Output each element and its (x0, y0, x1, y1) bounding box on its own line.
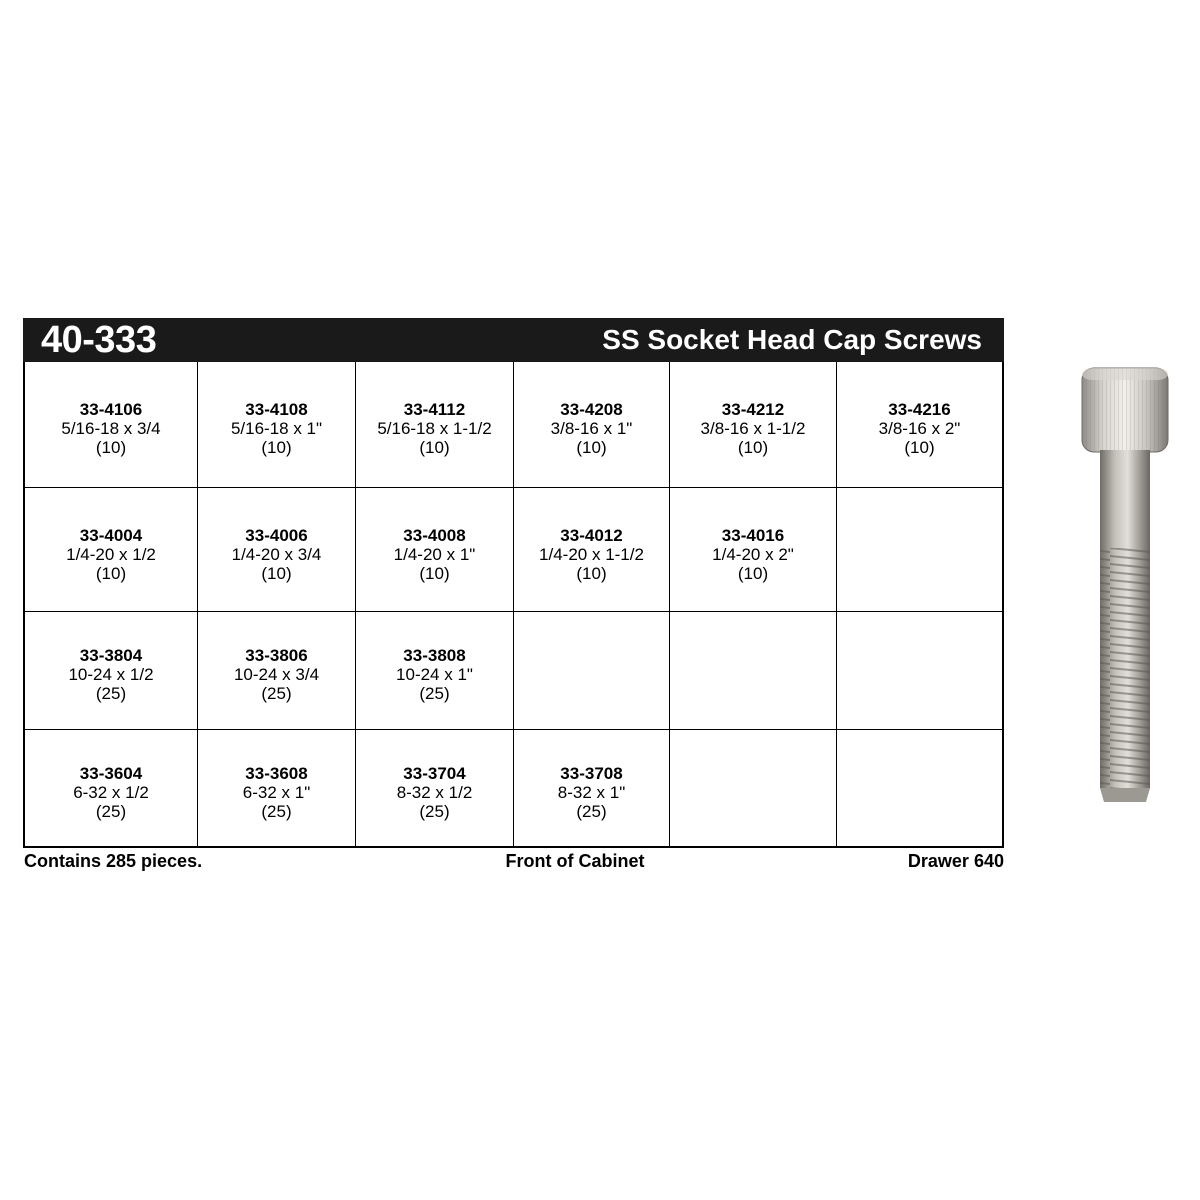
quantity: (25) (419, 802, 450, 821)
quantity: (25) (95, 684, 127, 703)
screw-size: 6-32 x 1/2 (73, 783, 149, 802)
quantity: (10) (576, 438, 607, 457)
piece-count: Contains 285 pieces. (24, 851, 203, 871)
empty-compartment-cell (837, 488, 1002, 612)
screw-size: 3/8-16 x 2" (878, 419, 961, 438)
compartment-cell (514, 488, 670, 612)
compartment-cell (25, 362, 198, 488)
quantity: (10) (95, 564, 127, 583)
screw-size: 1/4-20 x 1/2 (66, 545, 156, 564)
part-number: 33-4004 (79, 526, 143, 545)
quantity: (10) (95, 438, 127, 457)
screw-size: 1/4-20 x 2" (712, 545, 794, 564)
part-number: 33-3804 (79, 646, 143, 665)
screw-size: 1/4-20 x 1" (393, 545, 476, 564)
compartment-cell (356, 612, 514, 730)
front-label: Front of Cabinet (505, 851, 645, 871)
part-number: 33-3808 (403, 646, 466, 665)
part-number: 33-4012 (560, 526, 623, 545)
part-number: 33-3806 (245, 646, 308, 665)
part-number: 33-3604 (79, 764, 143, 783)
kit-number: 40-333 (41, 318, 157, 361)
empty-compartment-cell (837, 730, 1002, 846)
quantity: (10) (419, 438, 450, 457)
part-number: 33-4016 (721, 526, 785, 545)
screw-size: 5/16-18 x 3/4 (61, 419, 161, 438)
drawer-chart (23, 318, 1004, 872)
part-number: 33-3704 (403, 764, 466, 783)
empty-compartment-cell (670, 612, 837, 730)
screw-size: 3/8-16 x 1" (550, 419, 633, 438)
part-number: 33-4212 (721, 400, 785, 419)
quantity: (25) (261, 802, 292, 821)
compartment-cell (198, 730, 356, 846)
compartment-cell (356, 488, 514, 612)
part-number: 33-3608 (245, 764, 308, 783)
quantity: (10) (904, 438, 935, 457)
empty-compartment-cell (837, 612, 1002, 730)
chart-header (23, 318, 1004, 362)
screw-size: 1/4-20 x 3/4 (231, 545, 322, 564)
screw-size: 10-24 x 1" (396, 665, 473, 684)
chart-footer (23, 851, 1004, 872)
quantity: (10) (261, 438, 292, 457)
socket-head-cap-screw-icon (1070, 362, 1180, 812)
screw-size: 5/16-18 x 1" (230, 419, 323, 438)
screw-size: 10-24 x 1/2 (68, 665, 154, 684)
quantity: (10) (737, 438, 769, 457)
compartment-cell (356, 362, 514, 488)
drawer-label: Drawer 640 (907, 851, 1004, 871)
compartment-cell (837, 362, 1002, 488)
part-number: 33-3708 (560, 764, 623, 783)
quantity: (25) (419, 684, 450, 703)
compartment-cell (514, 362, 670, 488)
part-number: 33-4108 (245, 400, 308, 419)
part-number: 33-4216 (888, 400, 951, 419)
part-number: 33-4006 (245, 526, 308, 545)
compartment-cell (198, 362, 356, 488)
compartment-cell (356, 730, 514, 846)
part-number: 33-4208 (560, 400, 623, 419)
compartment-cell (514, 730, 670, 846)
empty-compartment-cell (514, 612, 670, 730)
screw-size: 3/8-16 x 1-1/2 (700, 419, 806, 438)
empty-compartment-cell (670, 730, 837, 846)
compartment-cell (670, 488, 837, 612)
screw-size: 8-32 x 1/2 (396, 783, 473, 802)
screw-size: 5/16-18 x 1-1/2 (377, 419, 492, 438)
quantity: (25) (95, 802, 127, 821)
quantity: (10) (419, 564, 450, 583)
quantity: (10) (261, 564, 292, 583)
part-number: 33-4112 (403, 400, 466, 419)
screw-size: 10-24 x 3/4 (233, 665, 320, 684)
quantity: (25) (261, 684, 292, 703)
screw-size: 1/4-20 x 1-1/2 (539, 545, 644, 564)
quantity: (25) (576, 802, 607, 821)
quantity: (10) (737, 564, 769, 583)
screw-size: 6-32 x 1" (242, 783, 311, 802)
part-number: 33-4008 (403, 526, 466, 545)
kit-title: SS Socket Head Cap Screws (602, 324, 982, 355)
quantity: (10) (576, 564, 607, 583)
compartment-cell (25, 730, 198, 846)
screw-size: 8-32 x 1" (557, 783, 626, 802)
compartment-cell (198, 612, 356, 730)
compartment-cell (25, 612, 198, 730)
compartment-cell (198, 488, 356, 612)
compartment-cell (670, 362, 837, 488)
compartment-cell (25, 488, 198, 612)
compartment-grid (23, 362, 1004, 848)
part-number: 33-4106 (79, 400, 143, 419)
